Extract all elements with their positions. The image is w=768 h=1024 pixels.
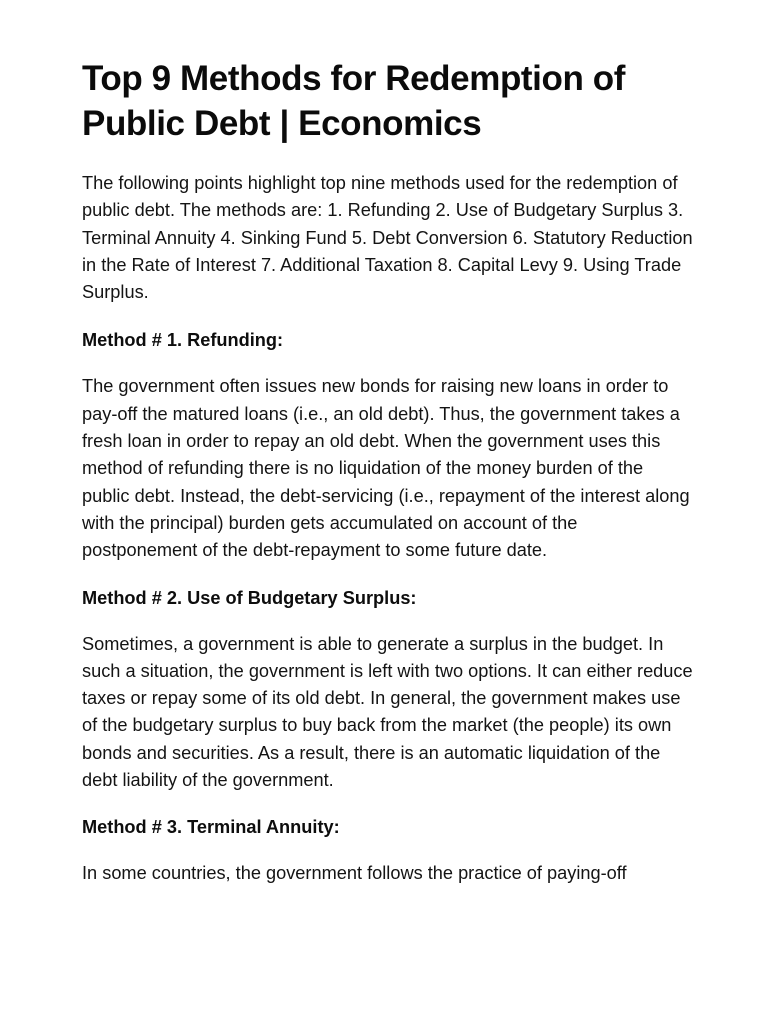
article <box>82 56 694 888</box>
section-heading-budgetary-surplus: Method # 2. Use of Budgetary Surplus: <box>82 587 417 608</box>
section-body-budgetary-surplus: Sometimes, a government is able to generate a surplus in the budget. In such a situation, the government is left with two options. It can either reduce taxes or repay some of its old debt. In general, the government makes use of the budgetary surplus to buy back from the market (the people) its own bonds and securities. As a result, there is an automatic liquidation of the debt liability of the government. <box>82 633 693 791</box>
section-heading-terminal-annuity: Method # 3. Terminal Annuity: <box>82 817 340 838</box>
section-body-terminal-annuity: In some countries, the government follows the practice of paying-off <box>82 863 627 884</box>
section-body-refunding: The government often issues new bonds for raising new loans in order to pay-off the matured loans (i.e., an old debt). Thus, the government takes a fresh loan in order to repay an old debt. When the government uses this method of refunding there is no liquidation of the money burden of the public debt. Instead, the debt-servicing (i.e., repayment of the interest along with the principal) burden gets accumulated on account of the postponement of the debt-repayment to some future date. <box>82 376 690 561</box>
intro-paragraph: The following points highlight top nine methods used for the redemption of public debt. The methods are: 1. Refunding 2. Use of Budgetary Surplus 3. Terminal Annuity 4. Sinking Fund 5. Debt Conversion 6. Statutory Reduction in the Rate of Interest 7. Additional Taxation 8. Capital Levy 9. Using Trade Surplus. <box>82 173 693 303</box>
page-title: Top 9 Methods for Redemption of Public Debt | Economics <box>82 59 626 143</box>
section-heading-refunding: Method # 1. Refunding: <box>82 330 284 351</box>
